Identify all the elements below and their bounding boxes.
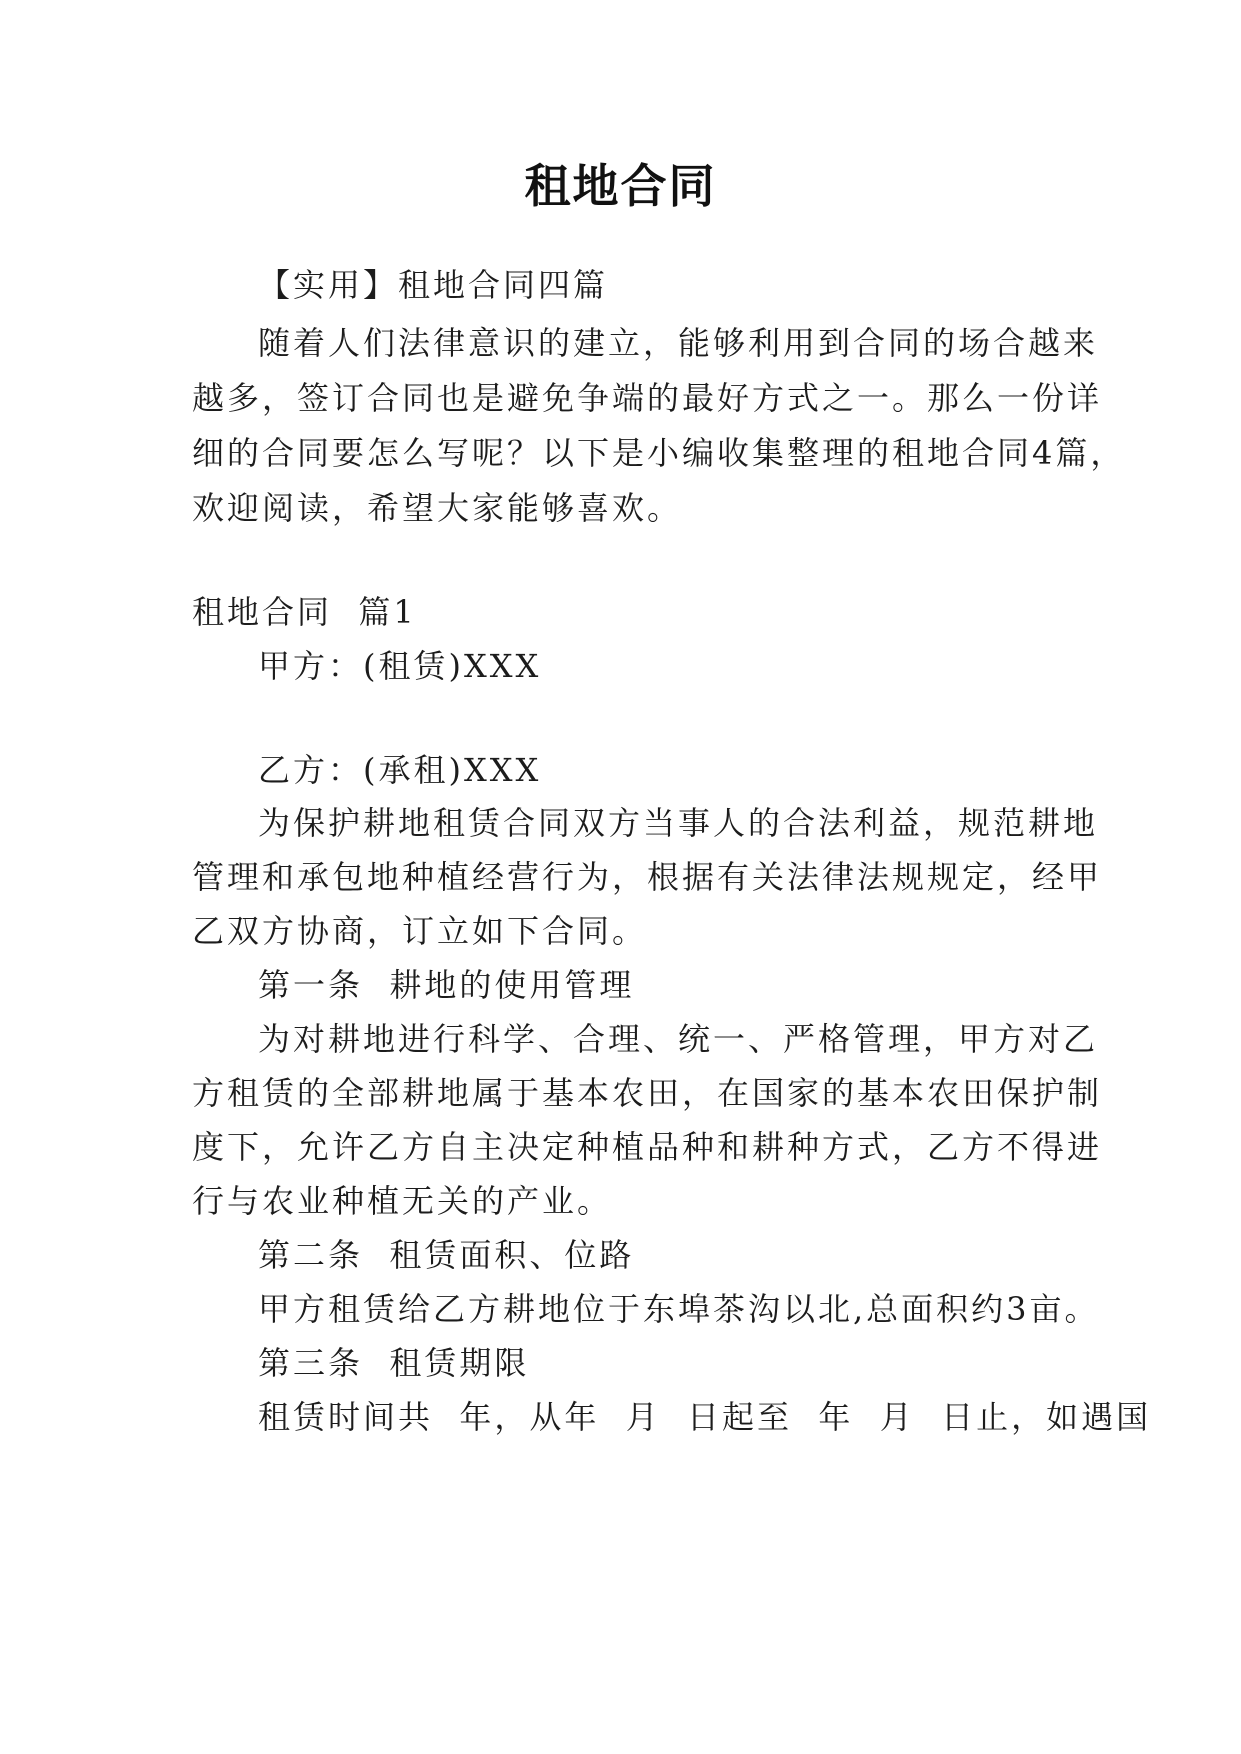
purpose-line-1: 为保护耕地租赁合同双方当事人的合法利益，规范耕地: [258, 804, 1099, 842]
document-title: 租地合同: [524, 159, 717, 213]
purpose-line-3: 乙双方协商，订立如下合同。: [192, 912, 648, 950]
article-1-line-2: 方租赁的全部耕地属于基本农田，在国家的基本农田保护制: [192, 1074, 1103, 1112]
intro-line-1: 随着人们法律意识的建立，能够利用到合同的场合越来: [258, 324, 1099, 362]
article-2-heading: 第二条 租赁面积、位路: [258, 1236, 635, 1274]
article-3-heading: 第三条 租赁期限: [258, 1344, 530, 1382]
party-b-line: 乙方：(承租)XXX: [258, 751, 542, 789]
intro-line-2: 越多，签订合同也是避免争端的最好方式之一。那么一份详: [192, 379, 1103, 417]
intro-line-4: 欢迎阅读，希望大家能够喜欢。: [192, 489, 683, 527]
subtitle-line: 【实用】租地合同四篇: [258, 266, 609, 304]
intro-line-3: 细的合同要怎么写呢？以下是小编收集整理的租地合同4篇，: [192, 434, 1126, 472]
article-1-line-1: 为对耕地进行科学、合理、统一、严格管理，甲方对乙: [258, 1020, 1099, 1058]
article-3-line-1: 租赁时间共 年，从年 月 日起至 年 月 日止，如遇国: [258, 1398, 1152, 1436]
party-a-line: 甲方：(租赁)XXX: [258, 647, 542, 685]
section-heading: 租地合同 篇1: [192, 593, 417, 631]
article-1-line-3: 度下，允许乙方自主决定种植品种和耕种方式，乙方不得进: [192, 1128, 1103, 1166]
purpose-line-2: 管理和承包地种植经营行为，根据有关法律法规规定，经甲: [192, 858, 1103, 896]
article-2-line-1: 甲方租赁给乙方耕地位于东埠茶沟以北,总面积约3亩。: [258, 1290, 1100, 1328]
article-1-heading: 第一条 耕地的使用管理: [258, 966, 635, 1004]
article-1-line-4: 行与农业种植无关的产业。: [192, 1182, 613, 1220]
